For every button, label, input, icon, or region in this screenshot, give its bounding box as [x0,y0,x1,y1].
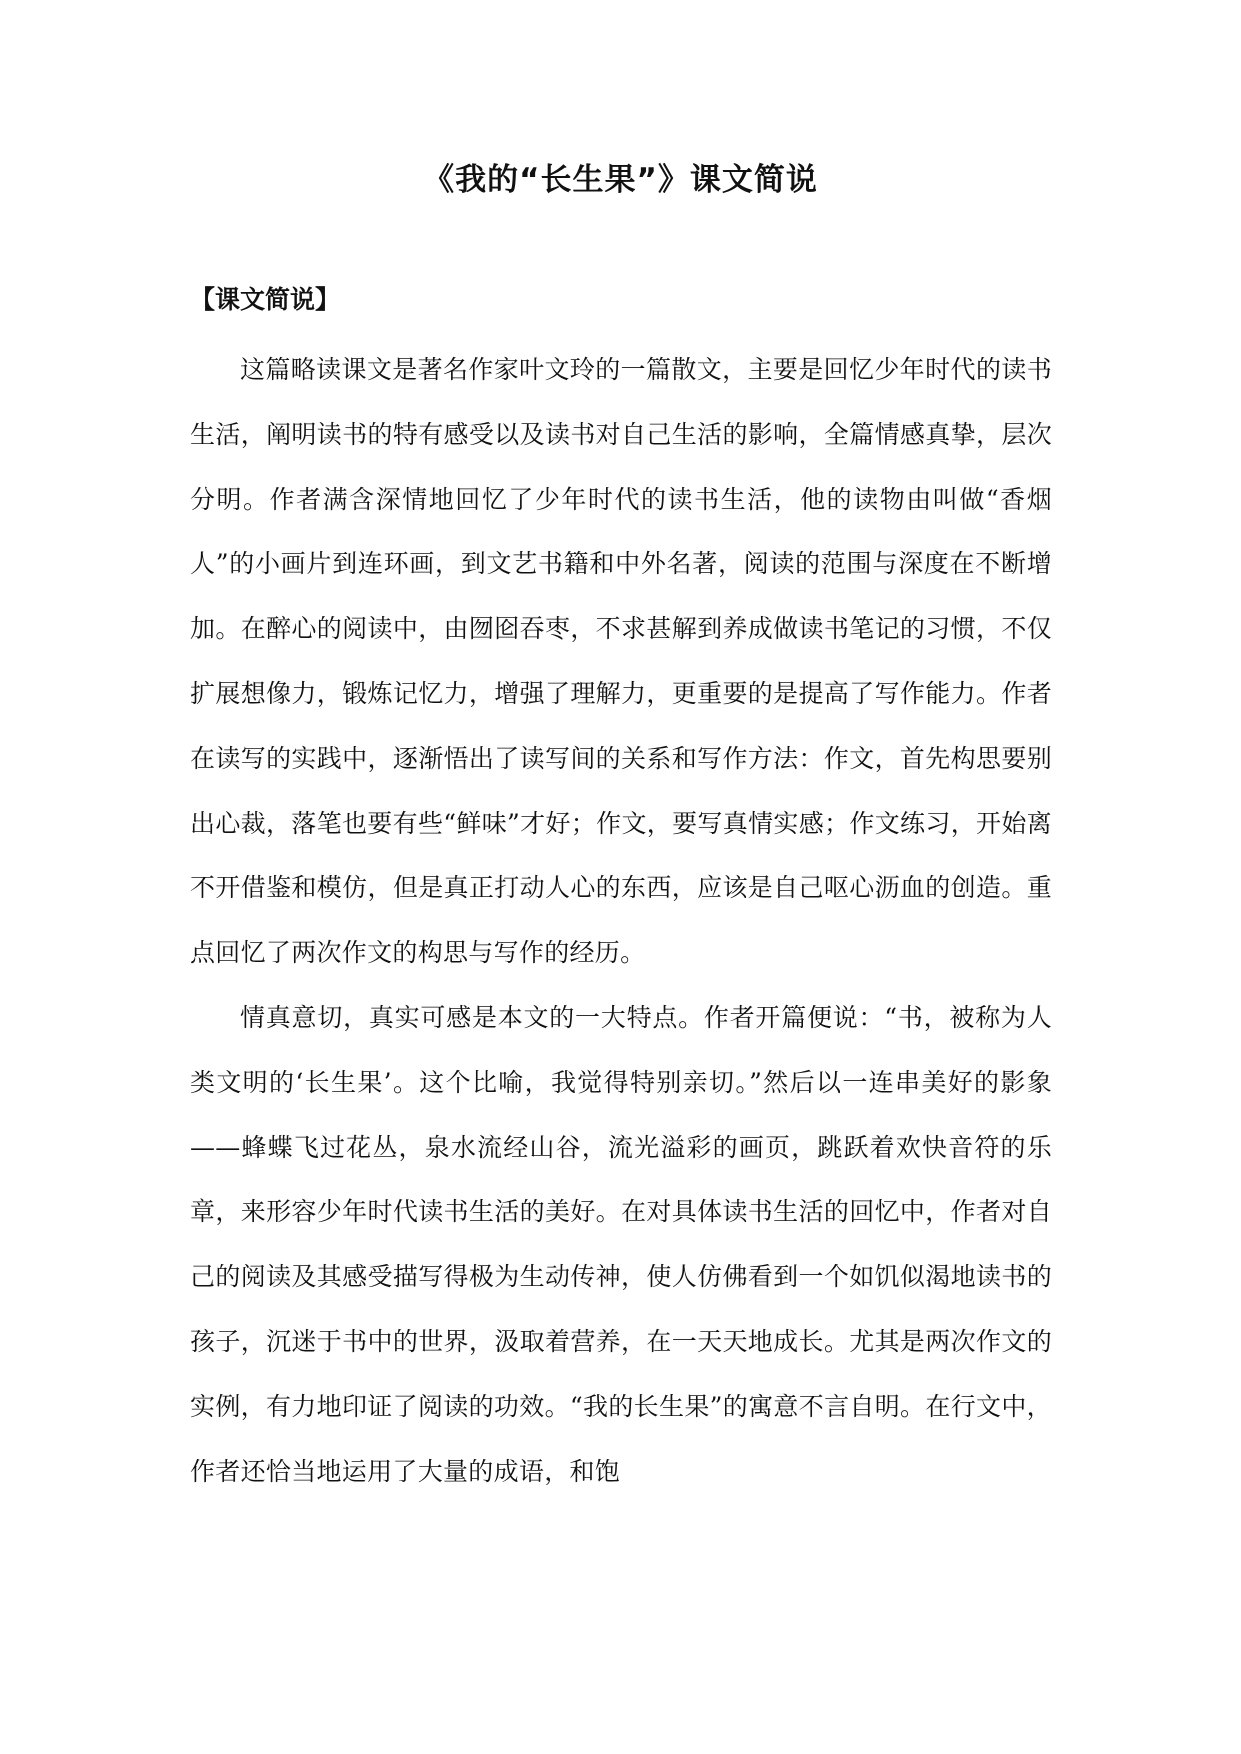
document-title: 《我的“长生果”》课文简说 [423,162,818,198]
document-body [190,338,1052,1504]
body-paragraph-2: 情真意切，真实可感是本文的一大特点。作者开篇便说：“书，被称为人类文明的‘长生果’。这个比喻，我觉得特别亲切。”然后以一连串美好的影象——蜂蝶飞过花丛，泉水流经山谷，流光溢彩的画页，跳跃着欢快音符的乐章，来形容少年时代读书生活的美好。在对具体读书生活的回忆中，作者对自己的阅读及其感受描写得极为生动传神，使人仿佛看到一个如饥似渴地读书的孩子，沉迷于书中的世界，汲取着营养，在一天天地成长。尤其是两次作文的实例，有力地印证了阅读的功效。“我的长生果”的寓意不言自明。在行文中，作者还恰当地运用了大量的成语，和饱 [190,1002,1052,1486]
section-heading: 【课文简说】 [190,285,341,314]
body-paragraph-1: 这篇略读课文是著名作家叶文玲的一篇散文，主要是回忆少年时代的读书生活，阐明读书的特有感受以及读书对自己生活的影响，全篇情感真挚，层次分明。作者满含深情地回忆了少年时代的读书生活，他的读物由叫做“香烟人”的小画片到连环画，到文艺书籍和中外名著，阅读的范围与深度在不断增加。在醉心的阅读中，由囫囵吞枣，不求甚解到养成做读书笔记的习惯，不仅扩展想像力，锻炼记忆力，增强了理解力，更重要的是提高了写作能力。作者在读写的实践中，逐渐悟出了读写间的关系和写作方法：作文，首先构思要别出心裁，落笔也要有些“鲜味”才好；作文，要写真情实感；作文练习，开始离不开借鉴和模仿，但是真正打动人心的东西，应该是自己呕心沥血的创造。重点回忆了两次作文的构思与写作的经历。 [190,355,1052,968]
